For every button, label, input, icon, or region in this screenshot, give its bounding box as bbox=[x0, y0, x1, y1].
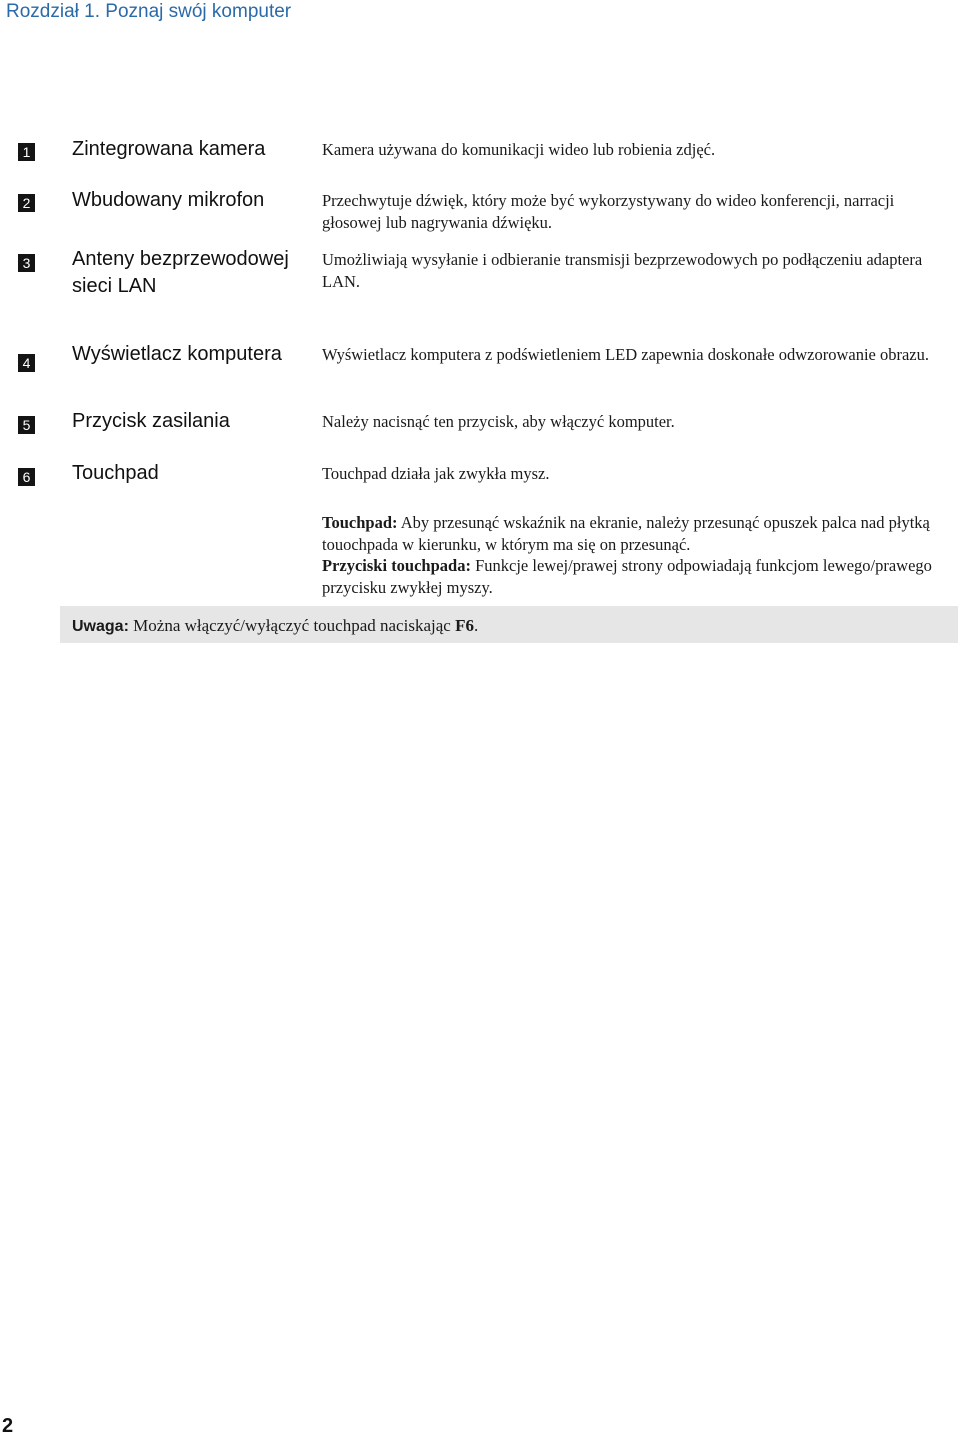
item-description: Należy nacisnąć ten przycisk, aby włączyć komputer. bbox=[322, 412, 675, 431]
page-number: 2 bbox=[2, 1415, 14, 1437]
item-number-badge: 4 bbox=[18, 354, 35, 372]
touchpad-label: Touchpad: bbox=[322, 513, 398, 532]
item-name: Touchpad bbox=[72, 462, 159, 484]
item-number-badge: 3 bbox=[18, 254, 35, 272]
note-end: . bbox=[473, 616, 479, 635]
touchpad-buttons-text: Funkcje lewej/prawej strony odpowiadają funkcjom lewego/prawego przycisku zwykłej myszy. bbox=[322, 556, 932, 597]
note-box bbox=[60, 606, 958, 643]
touchpad-text: Aby przesunąć wskaźnik na ekranie, należy przesunąć opuszek palca nad płytką touochpada w kierunku, w którym ma się on przesunąć. bbox=[322, 513, 930, 554]
chapter-title: Rozdział 1. Poznaj swój komputer bbox=[6, 1, 292, 22]
item-number-badge: 5 bbox=[18, 416, 35, 434]
note-label: Uwaga: bbox=[72, 618, 129, 635]
touchpad-details bbox=[322, 512, 952, 598]
item-name: Zintegrowana kamera bbox=[72, 138, 266, 160]
item-name: Anteny bezprzewodowej sieci LAN bbox=[72, 248, 289, 297]
touchpad-paragraph bbox=[322, 512, 952, 555]
item-description: Kamera używana do komunikacji wideo lub robienia zdjęć. bbox=[322, 140, 716, 159]
note-key: F6 bbox=[455, 616, 474, 635]
item-number-badge: 6 bbox=[18, 468, 35, 486]
touchpad-buttons-paragraph bbox=[322, 555, 952, 598]
item-description: Touchpad działa jak zwykła mysz. bbox=[322, 464, 550, 483]
item-name: Przycisk zasilania bbox=[72, 410, 230, 432]
item-name: Wbudowany mikrofon bbox=[72, 189, 265, 211]
item-description: Umożliwiają wysyłanie i odbieranie transmisji bezprzewodowych po podłączeniu adaptera LAN. bbox=[322, 250, 923, 291]
note-text: Można włączyć/wyłączyć touchpad naciskając bbox=[128, 616, 456, 635]
note-content bbox=[72, 615, 478, 637]
item-description: Wyświetlacz komputera z podświetleniem LED zapewnia doskonałe odwzorowanie obrazu. bbox=[322, 345, 929, 364]
item-number-badge: 1 bbox=[18, 143, 35, 161]
item-description: Przechwytuje dźwięk, który może być wykorzystywany do wideo konferencji, narracji głosowej lub nagrywania dźwięku. bbox=[322, 191, 895, 232]
touchpad-buttons-label: Przyciski touchpada: bbox=[322, 556, 471, 575]
item-number-badge: 2 bbox=[18, 194, 35, 212]
item-name: Wyświetlacz komputera bbox=[72, 343, 282, 365]
